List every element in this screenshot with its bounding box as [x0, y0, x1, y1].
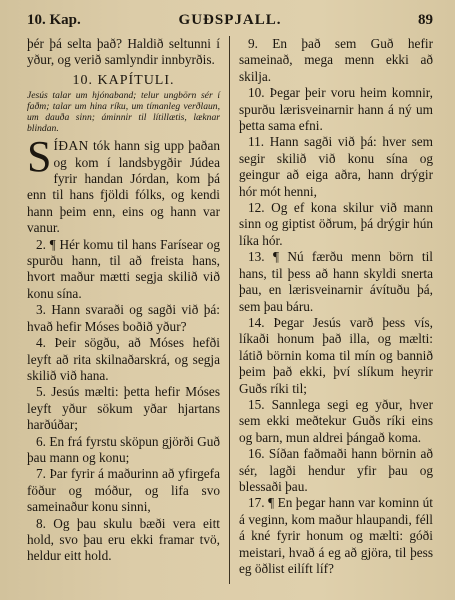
verse-17: 17. ¶ En þegar hann var kominn út á veginn, kom maður hlaupandi, féll á kné fyrir honum og mælti: góði meistari, hvað á eg að gjöra, til þess eg öðlist eilíft líf? — [239, 495, 433, 576]
book-title: GUÐSPJALL. — [178, 12, 282, 28]
chapter-summary: Jesús talar um hjónaband; telur ungbörn sér í faðm; talar um hina ríku, um tímanleg verðlaun, um dauða sinn; áminnir til lítillætis, læknar blindan. — [27, 90, 220, 135]
verse-3: 3. Hann svaraði og sagði við þá: hvað hefir Móses boðið yður? — [27, 302, 220, 334]
verse-6: 6. En frá fyrstu sköpun gjörði Guð þau mann og konu; — [27, 433, 220, 465]
verse-14: 14. Þegar Jesús varð þess vís, líkaði honum það illa, og mælti: látið börnin koma til mín og bannið þeim það ekki, því slíkum heyrir Guðs ríki til; — [239, 314, 433, 396]
verse-11: 11. Hann sagði við þá: hver sem segir skilið við konu sína og geingur að eiga aðra, hann drýgir hór mót henni, — [239, 134, 433, 199]
chapter-title: 10. KAPÍTULI. — [72, 72, 175, 88]
chapter-label: 10. Kap. — [27, 12, 81, 28]
verse-5: 5. Jesús mælti: þetta hefir Móses leyft yður sökum yðar hjartans harðúðar; — [27, 384, 220, 433]
column-divider — [229, 36, 230, 584]
verse-8: 8. Og þau skulu bæði vera eitt hold, svo þau eru ekki framar tvö, heldur eitt hold. — [27, 515, 220, 564]
verse-10: 10. Þegar þeir voru heim komnir, spurðu lærisveinarnir hann á ný um þetta sama efni. — [239, 85, 433, 134]
left-column — [27, 36, 220, 565]
page-number: 89 — [418, 12, 433, 28]
verse-1-text: tók hann sig upp þaðan og kom í landsbygðir Júdea fyrir handan Jórdan, kom þá enn til hans fjöldi fólks, og kendi hann þeim enn, eins og hann var vanur. — [27, 138, 220, 236]
drop-cap: S — [27, 132, 52, 182]
verse-16: 16. Síðan faðmaði hann börnin að sér, lagði hendur yfir þau og blessaði þau. — [239, 446, 433, 494]
verse-9: 9. En það sem Guð hefir sameinað, mega menn ekki að skilja. — [239, 36, 433, 84]
first-word: ÍÐAN — [53, 138, 89, 154]
verse-7: 7. Þar fyrir á maðurinn að yfirgefa föður og móður, og lifa svo sameinaður konu sinni, — [27, 466, 220, 515]
verse-13: 13. ¶ Nú færðu menn börn til hans, til þess að hann skyldi snerta þau, en lærisveinarnir ávítuðu þá, sem þau báru. — [239, 249, 433, 314]
verse-15: 15. Sannlega segi eg yður, hver sem ekki meðtekur Guðs ríki eins og barn, mun aldrei þángað koma. — [239, 396, 433, 445]
verse-4: 4. Þeir sögðu, að Móses hefði leyft að rita skilnaðarskrá, og segja skilið við hana. — [27, 335, 220, 383]
verse-12: 12. Og ef kona skilur við mann sinn og giptist öðrum, þá drýgir hún líka hór. — [239, 200, 433, 248]
verse-continuation: þér þá selta það? Haldið seltunni í yður, og verið samlyndir innbyrðis. — [27, 36, 220, 68]
verse-2: 2. ¶ Hér komu til hans Farísear og spurðu hann, til að freista hans, hvort maður mætti segja skilið við konu sína. — [27, 236, 220, 301]
running-header — [27, 12, 433, 34]
verse-1 — [27, 132, 220, 236]
right-column — [239, 36, 433, 577]
